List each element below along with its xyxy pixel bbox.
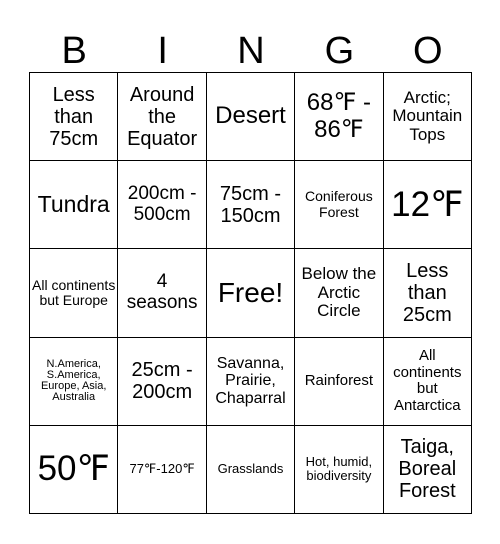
bingo-cell[interactable]: Tundra — [30, 161, 118, 249]
bingo-cell[interactable]: Hot, humid, biodiversity — [295, 426, 383, 514]
bingo-cell[interactable]: Desert — [207, 73, 295, 161]
bingo-cell[interactable]: 12℉ — [384, 161, 472, 249]
header-letter-i: I — [157, 30, 168, 72]
bingo-cell[interactable]: 68℉ - 86℉ — [295, 73, 383, 161]
bingo-cell[interactable]: All continents but Antarctica — [384, 338, 472, 426]
bingo-cell[interactable]: Below the Arctic Circle — [295, 249, 383, 337]
bingo-cell[interactable]: Savanna, Prairie, Chaparral — [207, 338, 295, 426]
bingo-cell[interactable]: Rainforest — [295, 338, 383, 426]
header-letter-o: O — [413, 30, 443, 72]
bingo-cell[interactable]: Coniferous Forest — [295, 161, 383, 249]
header-letter-g: G — [324, 30, 355, 72]
bingo-cell[interactable]: 4 seasons — [118, 249, 206, 337]
bingo-cell[interactable]: 200cm - 500cm — [118, 161, 206, 249]
bingo-cell[interactable]: Arctic; Mountain Tops — [384, 73, 472, 161]
bingo-cell[interactable]: Around the Equator — [118, 73, 206, 161]
bingo-cell[interactable]: Grasslands — [207, 426, 295, 514]
bingo-cell[interactable]: Less than 75cm — [30, 73, 118, 161]
bingo-cell[interactable]: Taiga, Boreal Forest — [384, 426, 472, 514]
bingo-cell[interactable]: N.America, S.America, Europe, Asia, Australia — [30, 338, 118, 426]
header-letter-b: B — [61, 30, 87, 72]
bingo-header — [30, 30, 472, 72]
bingo-cell[interactable]: All continents but Europe — [30, 249, 118, 337]
bingo-cell[interactable]: 77℉-120℉ — [118, 426, 206, 514]
bingo-cell[interactable]: 75cm - 150cm — [207, 161, 295, 249]
bingo-cell[interactable]: Less than 25cm — [384, 249, 472, 337]
header-letter-n: N — [237, 30, 265, 72]
bingo-card — [29, 72, 472, 514]
bingo-cell-free[interactable]: Free! — [207, 249, 295, 337]
bingo-cell[interactable]: 25cm - 200cm — [118, 338, 206, 426]
bingo-cell[interactable]: 50℉ — [30, 426, 118, 514]
